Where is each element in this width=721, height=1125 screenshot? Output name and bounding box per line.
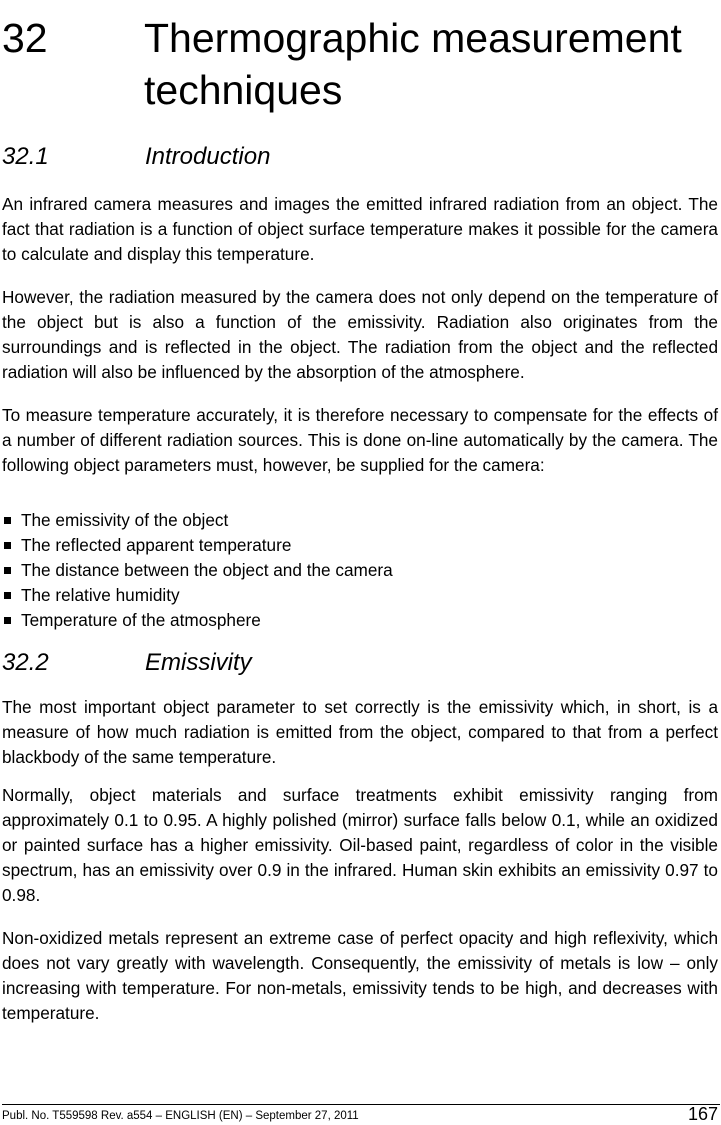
paragraph: Non-oxidized metals represent an extreme case of perfect opacity and high reflexivity, which does not vary greatly with wavelength. Consequently, the emissivity of metals is low – only increasing with temperature. For non-metals, emissivity tends to be high, and decreases with temperature.: [2, 928, 718, 1023]
section-title: Emissivity: [145, 649, 252, 676]
section-number: 32.2: [2, 649, 49, 676]
section-number: 32.1: [2, 143, 49, 170]
paragraph: However, the radiation measured by the camera does not only depend on the temperature of the object but is also a function of the emissivity. Radiation also originates from the surroundings and is reflected in the object. The radiation from the object and the reflected radiation will also be influenced by the absorption of the atmosphere.: [2, 287, 718, 382]
square-bullet-icon: [4, 542, 11, 549]
chapter-number: 32: [2, 15, 48, 61]
list-item: [2, 608, 718, 633]
list-item-text: Temperature of the atmosphere: [21, 610, 261, 630]
list-item: [2, 583, 718, 608]
footer-divider: [2, 1104, 720, 1105]
square-bullet-icon: [4, 567, 11, 574]
list-item: [2, 508, 718, 533]
paragraph: An infrared camera measures and images the emitted infrared radiation from an object. The fact that radiation is a function of object surface temperature makes it possible for the camera to calculate and display this temperature.: [2, 194, 718, 264]
footer-publication-info: Publ. No. T559598 Rev. a554 – ENGLISH (EN) – September 27, 2011: [2, 1110, 359, 1122]
list-item: [2, 533, 718, 558]
square-bullet-icon: [4, 592, 11, 599]
square-bullet-icon: [4, 517, 11, 524]
list-item: [2, 558, 718, 583]
list-item-text: The emissivity of the object: [21, 510, 229, 530]
section-heading-introduction: [2, 142, 717, 172]
paragraph: The most important object parameter to set correctly is the emissivity which, in short, is a measure of how much radiation is emitted from the object, compared to that from a perfect blackbody of the same temperature.: [2, 697, 718, 767]
chapter-title: Thermographic measurement techniques: [144, 15, 682, 113]
paragraph: Normally, object materials and surface treatments exhibit emissivity ranging from approximately 0.1 to 0.95. A highly polished (mirror) surface falls below 0.1, while an oxidized or painted surface has a higher emissivity. Oil-based paint, regardless of color in the visible spectrum, has an emissivity over 0.9 in the infrared. Human skin exhibits an emissivity 0.97 to 0.98.: [2, 785, 718, 905]
section-heading-emissivity: [2, 648, 717, 678]
square-bullet-icon: [4, 617, 11, 624]
page-number: 167: [687, 1104, 718, 1124]
paragraph: To measure temperature accurately, it is therefore necessary to compensate for the effects of a number of different radiation sources. This is done on-line automatically by the camera. The following object parameters must, however, be supplied for the camera:: [2, 405, 718, 475]
section-title: Introduction: [145, 143, 271, 170]
list-item-text: The distance between the object and the camera: [21, 560, 393, 580]
parameter-list: [2, 508, 718, 633]
chapter-heading: [2, 12, 717, 122]
list-item-text: The relative humidity: [21, 585, 180, 605]
list-item-text: The reflected apparent temperature: [21, 535, 292, 555]
